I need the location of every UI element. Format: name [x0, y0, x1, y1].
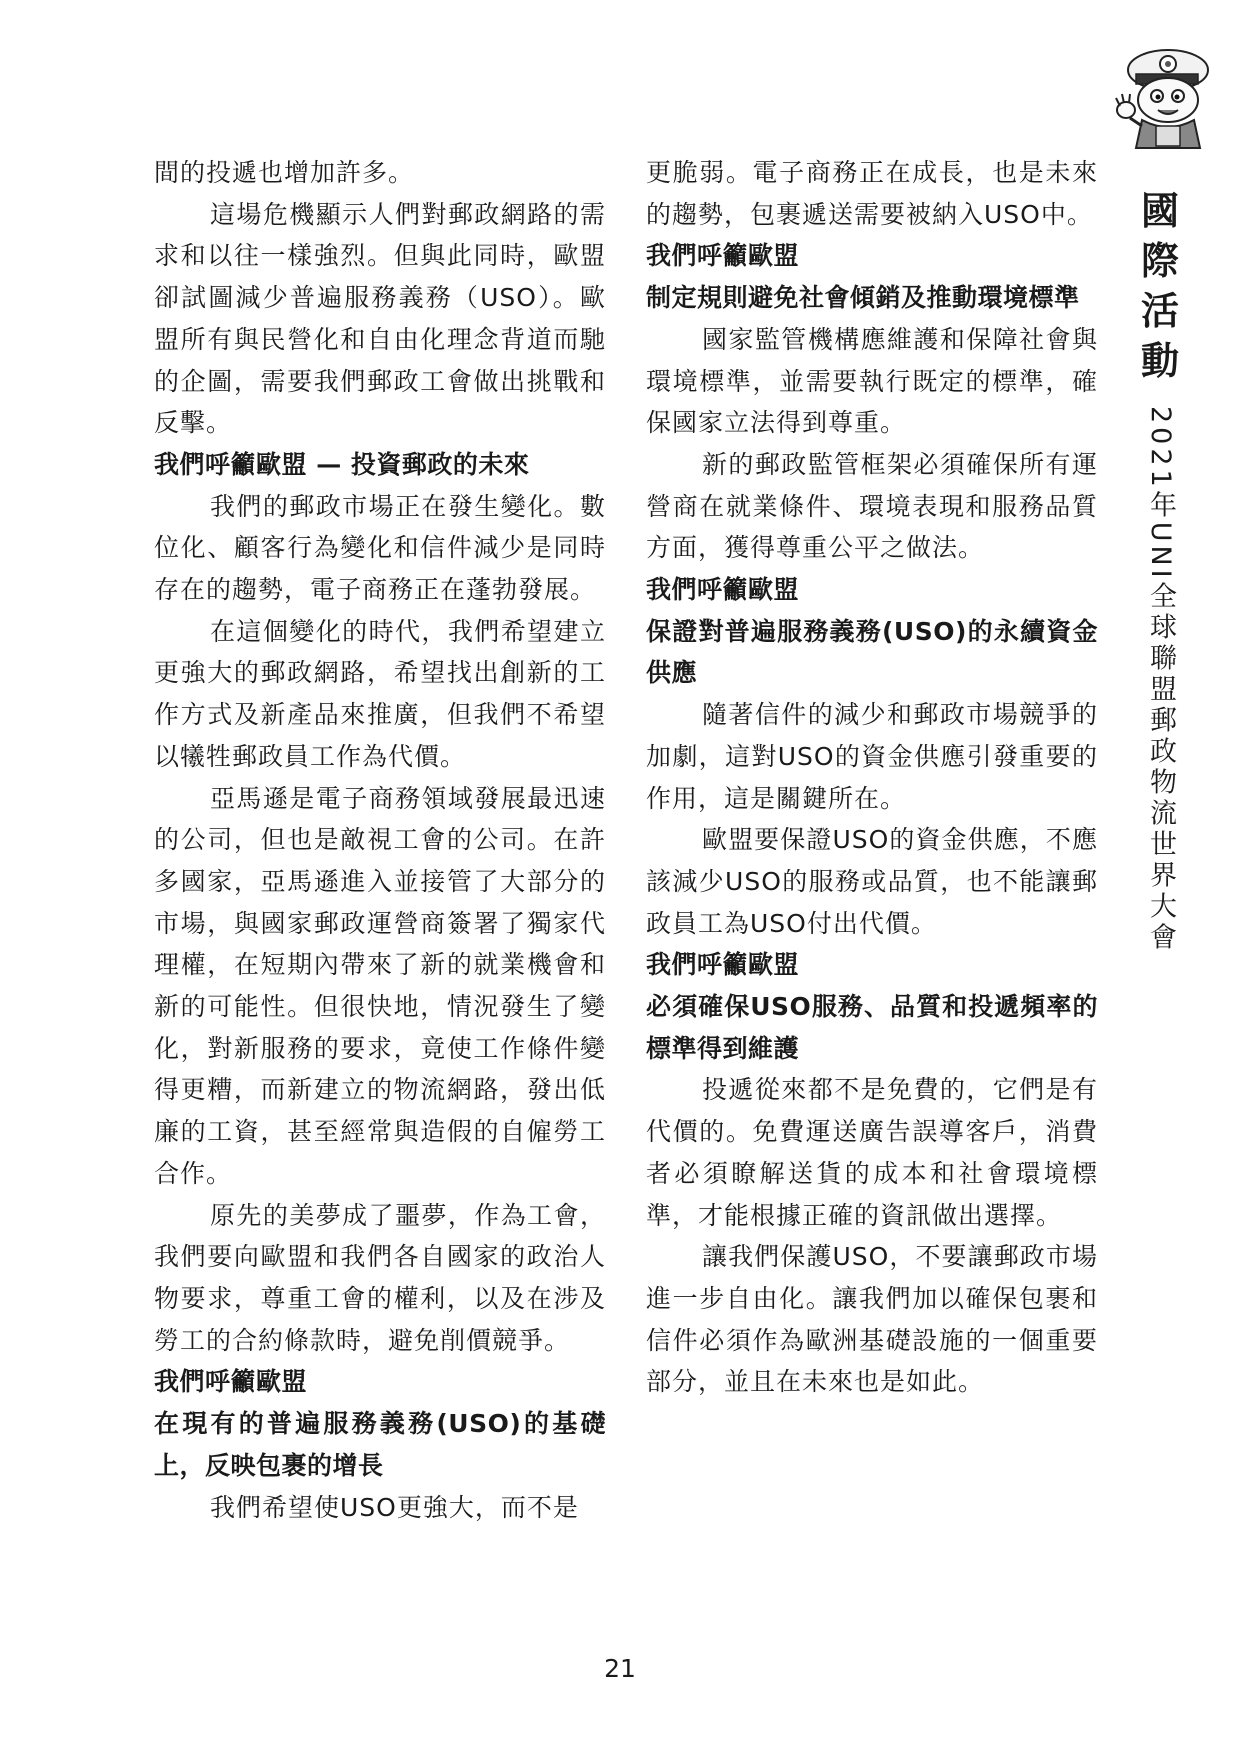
paragraph: 投遞從來都不是免費的，它們是有代價的。免費運送廣告誤導客戶，消費者必須瞭解送貨的成本和社會環境標準，才能根據正確的資訊做出選擇。	[646, 1075, 1098, 1230]
section-title-char: 際	[1140, 238, 1179, 283]
paragraph: 國家監管機構應維護和保障社會與環境標準，並需要執行既定的標準，確保國家立法得到尊重。	[646, 324, 1098, 438]
section-heading: 我們呼籲歐盟	[646, 575, 800, 605]
section-heading: 我們呼籲歐盟	[646, 241, 800, 271]
section-heading: 我們呼籲歐盟	[154, 1367, 308, 1397]
event-title: 2021年UNI全球聯盟郵政物流世界大會	[1145, 406, 1176, 954]
paragraph: 在這個變化的時代，我們希望建立更強大的郵政網路，希望找出創新的工作方式及新產品來推廣，但我們不希望以犧牲郵政員工作為代價。	[154, 616, 606, 771]
paragraph: 原先的美夢成了噩夢，作為工會，我們要向歐盟和我們各自國家的政治人物要求，尊重工會的權利，以及在涉及勞工的合約條款時，避免削價競爭。	[154, 1200, 606, 1355]
section-title-char: 活	[1140, 288, 1179, 333]
section-heading: 在現有的普遍服務義務(USO)的基礎上，反映包裹的增長	[154, 1409, 606, 1480]
section-heading: 我們呼籲歐盟	[646, 950, 800, 980]
section-heading: 我們呼籲歐盟 — 投資郵政的未來	[154, 449, 530, 479]
section-heading: 必須確保USO服務、品質和投遞頻率的標準得到維護	[646, 992, 1098, 1063]
section-title-char: 國	[1140, 188, 1179, 233]
paragraph: 我們希望使USO更強大，而不是	[210, 1492, 579, 1522]
paragraph: 亞馬遜是電子商務領域發展最迅速的公司，但也是敵視工會的公司。在許多國家，亞馬遜進入並接管了大部分的市場，與國家郵政運營商簽署了獨家代理權，在短期內帶來了新的就業機會和新的可能性。但很快地，情況發生了變化，對新服務的要求，竟使工作條件變得更糟，而新建立的物流網路，發出低廉的工資，甚至經常與造假的自僱勞工合作。	[154, 783, 606, 1188]
paragraph: 讓我們保護USO，不要讓郵政市場進一步自由化。讓我們加以確保包裹和信件必須作為歐洲基礎設施的一個重要部分，並且在未來也是如此。	[646, 1242, 1098, 1397]
paragraph: 這場危機顯示人們對郵政網路的需求和以往一樣強烈。但與此同時，歐盟卻試圖減少普遍服務義務（USO）。歐盟所有與民營化和自由化理念背道而馳的企圖，需要我們郵政工會做出挑戰和反擊。	[154, 199, 606, 438]
paragraph: 更脆弱。電子商務正在成長，也是未來的趨勢，包裹遞送需要被納入USO中。	[646, 158, 1098, 229]
right-column	[646, 152, 1098, 1403]
paragraph: 隨著信件的減少和郵政市場競爭的加劇，這對USO的資金供應引發重要的作用，這是關鍵所在。	[646, 700, 1098, 813]
page-number: 21	[604, 1654, 636, 1683]
sidebar	[1130, 186, 1190, 954]
postal-mascot-illustration	[1112, 44, 1214, 154]
paragraph: 我們的郵政市場正在發生變化。數位化、顧客行為變化和信件減少是同時存在的趨勢，電子商務正在蓬勃發展。	[154, 491, 606, 605]
paragraph: 歐盟要保證USO的資金供應，不應該減少USO的服務或品質，也不能讓郵政員工為USO付出代價。	[646, 825, 1098, 938]
paragraph: 新的郵政監管框架必須確保所有運營商在就業條件、環境表現和服務品質方面，獲得尊重公平之做法。	[646, 449, 1098, 563]
section-title-char: 動	[1140, 338, 1179, 383]
section-title	[1141, 186, 1179, 386]
section-heading: 保證對普遍服務義務(USO)的永續資金供應	[646, 616, 1098, 688]
left-column	[154, 152, 606, 1528]
section-heading: 制定規則避免社會傾銷及推動環境標準	[646, 283, 1080, 313]
paragraph: 間的投遞也增加許多。	[154, 158, 415, 187]
